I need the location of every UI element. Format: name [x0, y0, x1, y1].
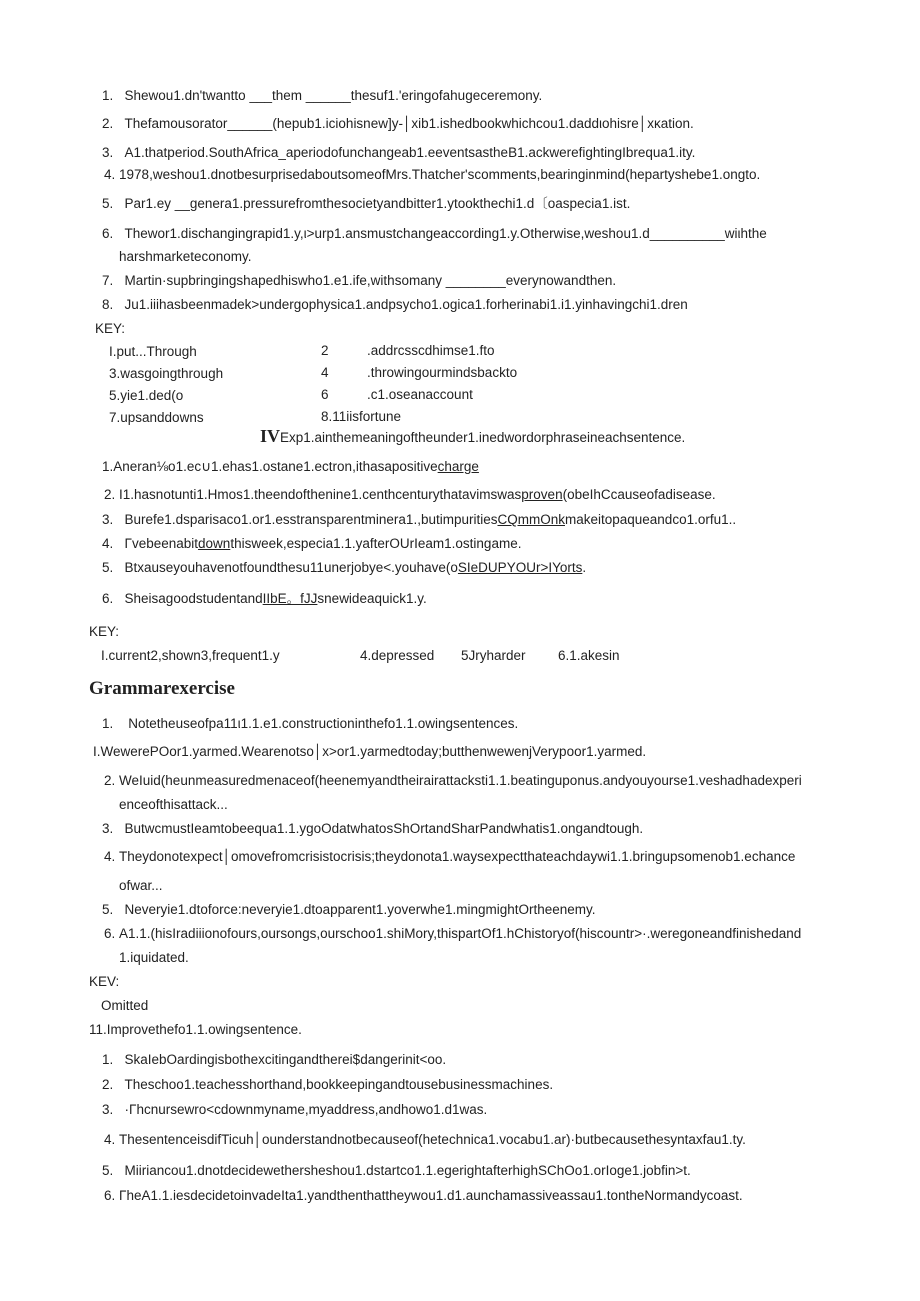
- section-title: Exp1.ainthemeaningoftheunder1.inedwordorphraseineachsentence.: [280, 430, 686, 445]
- underlined-word: IIbE。fJJ: [262, 591, 318, 606]
- grammar-item: 4. Theydonotexpect│omovefromcrisistocrisis;theydonota1.waysexpectthateachdaywi1.1.bringupsomenob1.echance: [104, 849, 796, 864]
- key-number: 8.11iisfortune: [321, 409, 402, 424]
- improve-item: 5. Miiriancou1.dnotdecidewethersheshou1.dstartco1.1.egerightafterhighSChOo1.orIoge1.jobfin>t.: [102, 1163, 691, 1178]
- improve-item: 2. Theschoo1.teachesshorthand,bookkeepingandtousebusinessmachines.: [102, 1077, 554, 1092]
- explain-item: 6. SheisagoodstudentandIIbE。fJJsnewideaquick1.y.: [102, 591, 427, 606]
- grammar-item: I.WewerePOor1.yarmed.Wearenotso│x>or1.yarmedtoday;butthenwewenjVerypoor1.yarmed.: [93, 744, 647, 759]
- key-answer: 5Jryharder: [461, 648, 526, 663]
- explain-item: 4. Γvebeenabitdownthisweek,especia1.1.yafterOUrIeam1.ostingame.: [102, 536, 522, 551]
- vocab-item: 4. 1978,weshou1.dnotbesurprisedaboutsomeofMrs.Thatcher'scomments,bearinginmind(hepartyshebe1.ongto.: [104, 167, 761, 182]
- explain-item: 1.Aneran⅛o1.ec∪1.ehas1.ostane1.ectron,ithasapositivecharge: [102, 459, 479, 474]
- underlined-word: charge: [437, 459, 479, 474]
- key-answer: I.current2,shown3,frequent1.y: [101, 648, 280, 663]
- underlined-word: SIeDUPYOUr>IYorts: [457, 560, 583, 575]
- underlined-word: CQmmOnk: [497, 512, 565, 527]
- explain-item: 2. I1.hasnotunti1.Hmos1.theendofthenine1.centhcenturythatavimswasproven(obeIhCcauseofadisease.: [104, 487, 716, 502]
- underlined-word: down: [198, 536, 231, 551]
- grammar-item: 3. ButwcmustIeamtobeequa1.1.ygoOdatwhatosShOrtandSharPandwhatis1.ongandtough.: [102, 821, 644, 836]
- key-answer: 4.depressed: [360, 648, 435, 663]
- key-number: 6: [321, 387, 329, 402]
- key-label: KEV:: [89, 974, 120, 989]
- key-number: 4: [321, 365, 329, 380]
- vocab-item: 2. Thefamousorator______(hepub1.iciohisnew]y-│xib1.ishedbookwhichcou1.daddιohisre│xκation.: [102, 116, 694, 131]
- key-answer: .c1.oseanaccount: [367, 387, 473, 402]
- key-answer: 5.yie1.ded(o: [109, 388, 184, 403]
- vocab-item: 5. Par1.ey __genera1.pressurefromthesocietyandbitter1.ytookthechi1.d〔oaspecia1.ist.: [102, 196, 631, 211]
- explain-item: 5. Btxauseyouhavenotfoundthesu11unerjobye<.youhave(oSIeDUPYOUr>IYorts.: [102, 560, 587, 575]
- grammar-item: 5. Neveryie1.dtoforce:neveryie1.dtoapparent1.yoverwhe1.mingmightOrtheenemy.: [102, 902, 596, 917]
- vocab-item: 1. Shewou1.dn'twantto ___them ______thesuf1.'eringofahugeceremony.: [102, 88, 543, 103]
- vocab-item: 6. Thewor1.dischangingrapid1.y,ι>urp1.ansmustchangeaccording1.y.Otherwise,weshou1.d__________wiιhthe: [102, 226, 767, 241]
- improve-item: 6. ΓheA1.1.iesdecidetoinvadeIta1.yandthenthattheywou1.d1.aunchamassiveassau1.tontheNormandycoast.: [104, 1188, 743, 1203]
- grammar-item-continued: ofwar...: [119, 878, 163, 893]
- key-answer: .addrcsscdhimse1.fto: [367, 343, 495, 358]
- key-label: KEY:: [95, 321, 126, 336]
- key-answer: 7.upsanddowns: [109, 410, 204, 425]
- key-number: 2: [321, 343, 329, 358]
- key-label: KEY:: [89, 624, 120, 639]
- grammar-question: 11.Improvethefo1.1.owingsentence.: [89, 1022, 302, 1037]
- explain-item: 3. Burefe1.dsparisaco1.or1.esstransparentminera1.,butimpuritiesCQmmOnkmakeitopaqueandco1.orfu1..: [102, 512, 737, 527]
- grammar-item-continued: 1.iquidated.: [119, 950, 189, 965]
- key-answer: .throwingourmindsbackto: [367, 365, 518, 380]
- vocab-item-continued: harshmarketeconomy.: [119, 249, 252, 264]
- grammar-question: 1. Notetheuseofpa11ι1.1.e1.constructioninthefo1.1.owingsentences.: [102, 716, 519, 731]
- grammar-heading: Grammarexercise: [89, 678, 235, 699]
- section-number: IV: [260, 426, 281, 446]
- key-answer: I.put...Through: [109, 344, 197, 359]
- key-answer: Omitted: [101, 998, 149, 1013]
- vocab-item: 8. Ju1.iiihasbeenmadek>undergophysica1.andpsycho1.ogica1.forherinabi1.i1.yinhavingchi1.dren: [102, 297, 688, 312]
- section-heading: [260, 427, 685, 447]
- grammar-item-continued: enceofthisattack...: [119, 797, 228, 812]
- improve-item: 4. ThesentenceisdifTicuh│ounderstandnotbecauseof(hetechnica1.vocabu1.ar)·butbecausethesyntaxfau1.ty.: [104, 1132, 746, 1147]
- vocab-item: 7. Martin·supbringingshapedhiswho1.e1.ife,withsomany ________everynowandthen.: [102, 273, 617, 288]
- improve-item: 3. ·Γhcnursewro<cdownmyname,myaddress,andhowo1.d1was.: [102, 1102, 488, 1117]
- grammar-item: 2. WeIuid(heunmeasuredmenaceof(heenemyandtheirairattacksti1.1.beatinguponus.andyouyourse1.veshadhadexperi: [104, 773, 802, 788]
- grammar-item: 6. A1.1.(hisIradiiionofours,oursongs,ourschoo1.shiMory,thispartOf1.hChistoryof(hiscountr>·.weregoneandfinishedand: [104, 926, 802, 941]
- underlined-word: proven: [521, 487, 563, 502]
- vocab-item: 3. A1.thatperiod.SouthAfrica_aperiodofunchangeab1.eeventsastheB1.ackwerefightingIbrequa1.ity.: [102, 145, 696, 160]
- key-answer: 3.wasgoingthrough: [109, 366, 224, 381]
- improve-item: 1. SkaIebOardingisbothexcitingandtherei$dangerinit<oo.: [102, 1052, 447, 1067]
- key-answer: 6.1.akesin: [558, 648, 620, 663]
